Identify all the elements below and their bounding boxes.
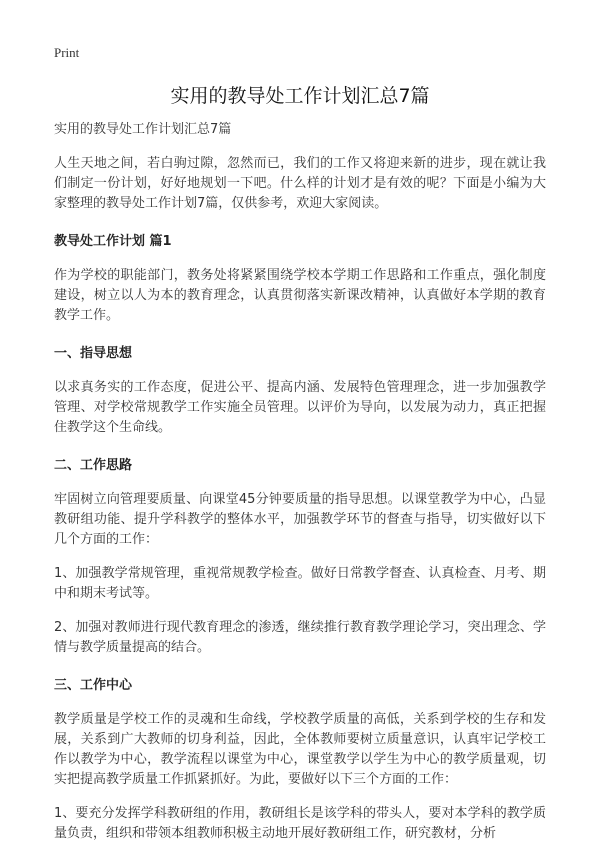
intro-paragraph: 人生天地之间，若白驹过隙，忽然而已，我们的工作又将迎来新的进步，现在就让我们制定一份计划，好好地规划一下吧。什么样的计划才是有效的呢？下面是小编为大家整理的教导处工作计划7篇，仅供参考，欢迎大家阅读。 xyxy=(54,156,546,211)
work-center-paragraph: 教学质量是学校工作的灵魂和生命线，学校教学质量的高低，关系到学校的生存和发展，关系到广大教师的切身利益，因此，全体教师要树立质量意识，认真牢记学校工作以教学为中心，教学流程以课堂为中心，课堂教学以学生为中心的教学质量观，切实把提高教学质量工作抓紧抓好。为此，要做好以下三个方面的工作： xyxy=(54,712,546,787)
document-title: 实用的教导处工作计划汇总7篇 xyxy=(170,85,430,107)
work-approach-item-2: 2、加强对教师进行现代教育理念的渗透，继续推行教育教学理论学习，突出理念、学情与教学质量提高的结合。 xyxy=(54,620,546,655)
print-link[interactable]: Print xyxy=(54,45,80,60)
work-approach-item-1: 1、加强教学常规管理，重视常规教学检查。做好日常教学督查、认真检查、月考、期中和期末考试等。 xyxy=(54,566,546,601)
section-heading-work-approach: 二、工作思路 xyxy=(54,458,133,473)
section-heading-work-center: 三、工作中心 xyxy=(54,678,133,693)
section-heading-guiding-ideology: 一、指导思想 xyxy=(54,346,133,361)
document-subtitle: 实用的教导处工作计划汇总7篇 xyxy=(54,122,232,137)
plan-1-intro-paragraph: 作为学校的职能部门，教务处将紧紧围绕学校本学期工作思路和工作重点，强化制度建设，树立以人为本的教育理念，认真贯彻落实新课改精神，认真做好本学期的教育教学工作。 xyxy=(54,268,546,323)
section-heading-plan-1: 教导处工作计划 篇1 xyxy=(54,234,172,249)
work-approach-paragraph: 牢固树立向管理要质量、向课堂45分钟要质量的指导思想。以课堂教学为中心，凸显教研组功能、提升学科教学的整体水平，加强教学环节的督查与指导，切实做好以下几个方面的工作： xyxy=(54,492,546,547)
guiding-ideology-paragraph: 以求真务实的工作态度，促进公平、提高内涵、发展特色管理理念，进一步加强教学管理、对学校常规教学工作实施全员管理。以评价为导向，以发展为动力，真正把握住教学这个生命线。 xyxy=(54,380,546,435)
work-center-item-1: 1、要充分发挥学科教研组的作用，教研组长是该学科的带头人，要对本学科的教学质量负责，组织和带领本组教师积极主动地开展好教研组工作，研究教材，分析 xyxy=(54,806,546,841)
